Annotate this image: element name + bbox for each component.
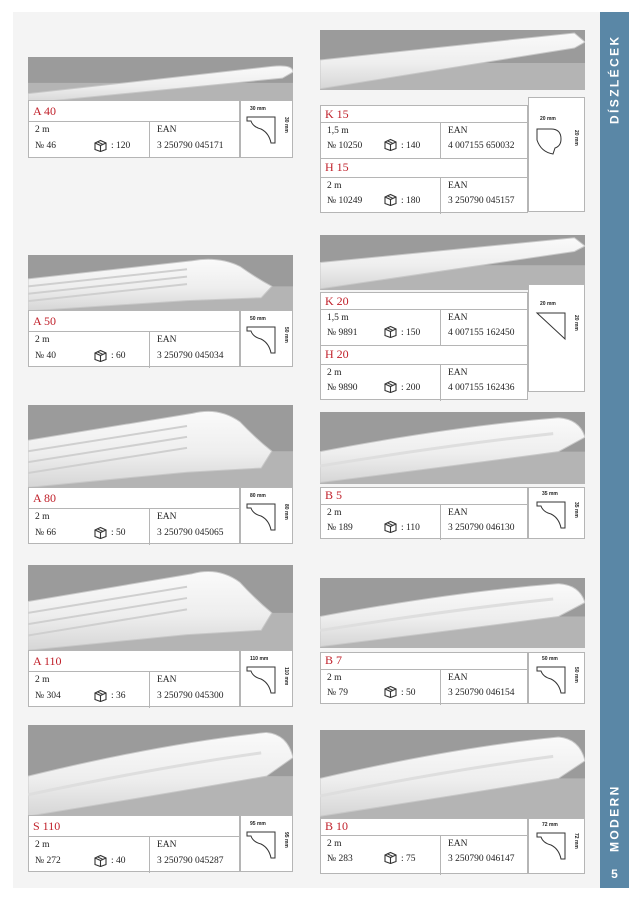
product-length: 1,5 m <box>327 313 349 323</box>
pack-quantity: : 200 <box>401 383 421 393</box>
molding-photo <box>28 405 293 489</box>
ean-code: 4 007155 650032 <box>448 141 515 151</box>
molding-photo <box>28 725 293 818</box>
ean-code: 3 250790 046154 <box>448 688 515 698</box>
product-name: K 20 <box>325 294 349 308</box>
product-number: № 66 <box>35 528 56 538</box>
section-sidebar <box>600 12 629 888</box>
product-length: 1,5 m <box>327 126 349 136</box>
ean-code: 3 250790 046130 <box>448 523 515 533</box>
profile-diagram <box>240 100 293 158</box>
ean-label: EAN <box>448 673 468 683</box>
ean-label: EAN <box>157 840 177 850</box>
package-icon <box>383 851 398 864</box>
pack-quantity: : 180 <box>401 196 421 206</box>
product-table <box>28 815 240 872</box>
product-table <box>320 292 528 400</box>
profile-width: 80 mm <box>250 493 266 499</box>
ean-label: EAN <box>157 125 177 135</box>
product-name: B 10 <box>325 819 349 833</box>
product-name: A 110 <box>33 654 62 668</box>
molding-photo <box>320 578 585 648</box>
pack-quantity: : 50 <box>401 688 416 698</box>
ean-code: 3 250790 045171 <box>157 141 224 151</box>
pack-quantity: : 75 <box>401 854 416 864</box>
profile-height: 50 mm <box>573 667 579 683</box>
profile-diagram <box>528 97 585 212</box>
pack-quantity: : 110 <box>401 523 420 533</box>
product-number: № 10250 <box>327 141 363 151</box>
profile-height: 110 mm <box>283 667 289 686</box>
package-icon <box>93 689 108 702</box>
profile-height: 80 mm <box>283 504 289 520</box>
profile-width: 20 mm <box>540 301 556 307</box>
ean-label: EAN <box>448 508 468 518</box>
profile-width: 50 mm <box>542 656 558 662</box>
profile-width: 72 mm <box>542 822 558 828</box>
molding-photo <box>28 255 293 312</box>
profile-diagram <box>240 815 293 872</box>
profile-diagram <box>528 284 585 392</box>
profile-diagram <box>528 818 585 874</box>
product-number: № 40 <box>35 351 56 361</box>
ean-label: EAN <box>448 839 468 849</box>
ean-code: 4 007155 162450 <box>448 328 515 338</box>
profile-height: 95 mm <box>283 832 289 848</box>
pack-quantity: : 50 <box>111 528 126 538</box>
pack-quantity: : 60 <box>111 351 126 361</box>
package-icon <box>383 138 398 151</box>
profile-width: 110 mm <box>250 656 269 662</box>
profile-height: 72 mm <box>573 833 579 849</box>
product-name: B 5 <box>325 488 343 502</box>
package-icon <box>383 193 398 206</box>
product-number: № 283 <box>327 854 353 864</box>
molding-photo <box>320 730 585 818</box>
product-length: 2 m <box>35 840 50 850</box>
ean-code: 3 250790 045065 <box>157 528 224 538</box>
product-table <box>28 650 240 707</box>
product-number: № 189 <box>327 523 353 533</box>
profile-width: 95 mm <box>250 821 266 827</box>
product-number: № 272 <box>35 856 61 866</box>
ean-label: EAN <box>157 512 177 522</box>
profile-height: 35 mm <box>573 502 579 518</box>
product-name: K 15 <box>325 107 349 121</box>
molding-photo <box>28 57 293 104</box>
molding-photo <box>320 30 585 90</box>
molding-photo <box>28 565 293 652</box>
ean-label: EAN <box>448 368 468 378</box>
product-length: 2 m <box>327 839 342 849</box>
profile-diagram <box>240 310 293 367</box>
page-number: 5 <box>611 867 618 881</box>
pack-quantity: : 40 <box>111 856 126 866</box>
product-length: 2 m <box>35 335 50 345</box>
package-icon <box>383 685 398 698</box>
profile-diagram <box>240 487 293 544</box>
package-icon <box>93 349 108 362</box>
product-name: H 20 <box>325 347 349 361</box>
product-number: № 304 <box>35 691 61 701</box>
product-length: 2 m <box>327 508 342 518</box>
product-name: A 50 <box>33 314 57 328</box>
profile-width: 50 mm <box>250 316 266 322</box>
product-number: № 79 <box>327 688 348 698</box>
product-length: 2 m <box>327 673 342 683</box>
ean-code: 3 250790 045157 <box>448 196 515 206</box>
product-table <box>320 652 528 704</box>
ean-label: EAN <box>448 313 468 323</box>
product-length: 2 m <box>35 512 50 522</box>
package-icon <box>93 854 108 867</box>
profile-height: 20 mm <box>573 315 579 331</box>
product-length: 2 m <box>35 125 50 135</box>
product-length: 2 m <box>35 675 50 685</box>
ean-code: 3 250790 045300 <box>157 691 224 701</box>
pack-quantity: : 150 <box>401 328 421 338</box>
profile-width: 35 mm <box>542 491 558 497</box>
profile-diagram <box>528 652 585 704</box>
pack-quantity: : 140 <box>401 141 421 151</box>
style-label: MODERN <box>607 784 622 852</box>
product-name: A 40 <box>33 104 57 118</box>
ean-code: 3 250790 045287 <box>157 856 224 866</box>
profile-width: 30 mm <box>250 106 266 112</box>
ean-label: EAN <box>448 181 468 191</box>
profile-diagram <box>240 650 293 707</box>
product-table <box>28 100 240 158</box>
ean-code: 3 250790 046147 <box>448 854 515 864</box>
molding-photo <box>320 235 585 290</box>
product-table <box>320 818 528 874</box>
product-name: S 110 <box>33 819 61 833</box>
package-icon <box>93 526 108 539</box>
pack-quantity: : 120 <box>111 141 131 151</box>
product-table <box>28 310 240 367</box>
ean-label: EAN <box>448 126 468 136</box>
ean-code: 4 007155 162436 <box>448 383 515 393</box>
profile-height: 30 mm <box>283 117 289 133</box>
product-length: 2 m <box>327 368 342 378</box>
profile-width: 20 mm <box>540 116 556 122</box>
ean-label: EAN <box>157 675 177 685</box>
product-length: 2 m <box>327 181 342 191</box>
ean-code: 3 250790 045034 <box>157 351 224 361</box>
pack-quantity: : 36 <box>111 691 126 701</box>
profile-height: 20 mm <box>573 130 579 146</box>
product-table <box>320 105 528 213</box>
ean-label: EAN <box>157 335 177 345</box>
product-name: H 15 <box>325 160 349 174</box>
profile-height: 50 mm <box>283 327 289 343</box>
package-icon <box>383 380 398 393</box>
package-icon <box>383 325 398 338</box>
product-number: № 46 <box>35 141 56 151</box>
package-icon <box>383 520 398 533</box>
molding-photo <box>320 412 585 484</box>
product-name: B 7 <box>325 653 343 667</box>
product-table <box>320 487 528 539</box>
profile-diagram <box>528 487 585 539</box>
product-table <box>28 487 240 544</box>
product-number: № 9890 <box>327 383 358 393</box>
product-number: № 9891 <box>327 328 358 338</box>
product-name: A 80 <box>33 491 57 505</box>
product-number: № 10249 <box>327 196 363 206</box>
package-icon <box>93 139 108 152</box>
category-label: DÍSZLÉCEK <box>607 34 622 125</box>
